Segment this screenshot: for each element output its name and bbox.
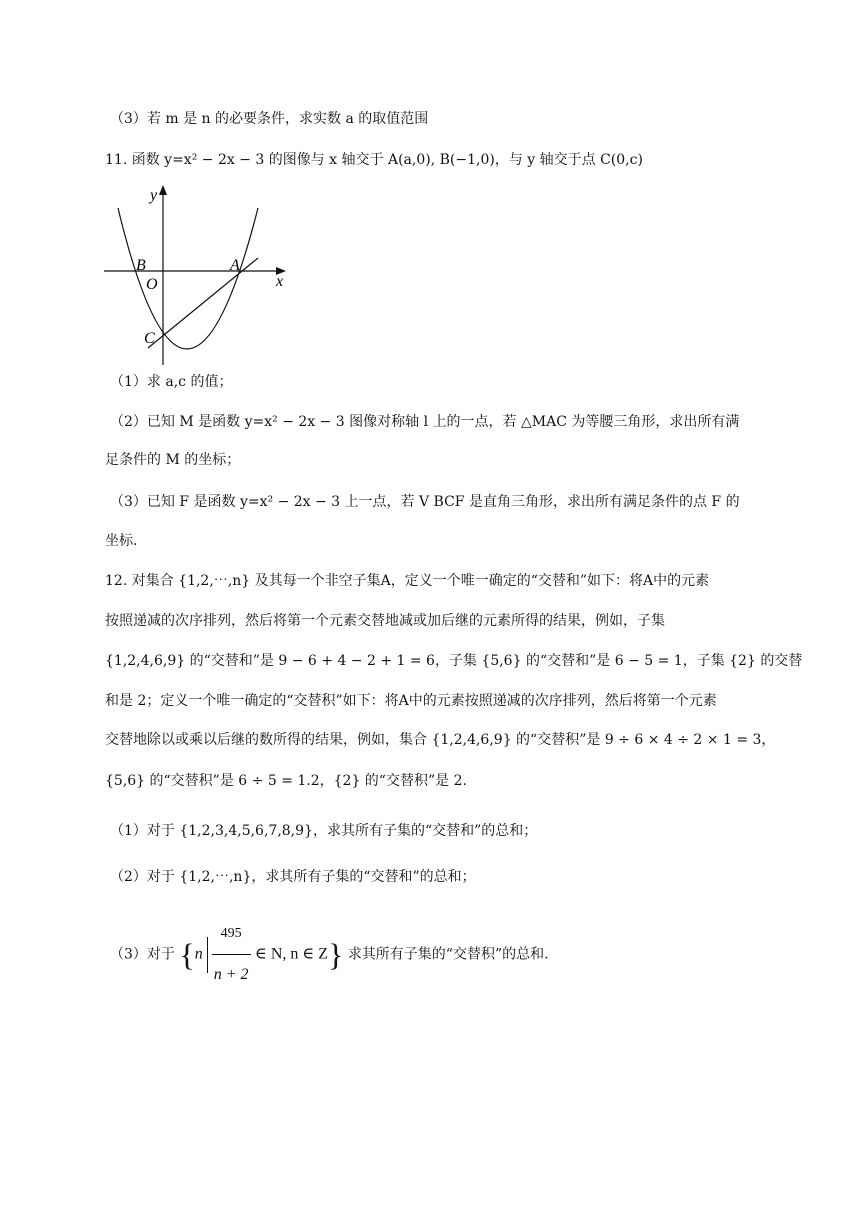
q12-line-6: {5,6} 的“交替积”是 6 ÷ 5 = 1.2，{2} 的“交替积”是 2.	[105, 773, 467, 789]
fraction-numerator: 495	[212, 914, 251, 955]
q12-part-3-suffix: 求其所有子集的“交替积”的总和.	[347, 946, 549, 963]
fraction-denominator: n + 2	[213, 966, 249, 983]
q11-part-3-line-2: 坐标.	[105, 533, 138, 549]
y-axis-label: y	[150, 187, 158, 204]
set-condition: ∈ N, n ∈ Z	[254, 945, 328, 963]
q12-part-1: （1）对于 {1,2,3,4,5,6,7,8,9}，求其所有子集的“交替和”的总和；	[110, 823, 538, 839]
fraction	[212, 914, 251, 995]
right-brace: }	[328, 936, 344, 973]
q12-line-2: 按照递减的次序排列，然后将第一个元素交替地减或加后继的元素所得的结果，例如，子集	[105, 613, 665, 629]
origin-label: O	[146, 276, 158, 293]
q12-line-4: 和是 2；定义一个唯一确定的“交替积”如下：将A中的元素按照递减的次序排列，然后将第一个元素	[105, 693, 717, 709]
q11-part-2-line-2: 足条件的 M 的坐标；	[105, 452, 241, 468]
q12-part-2: （2）对于 {1,2,⋯,n}，求其所有子集的“交替和”的总和；	[110, 869, 476, 885]
prev-question-part-3: （3）若 m 是 n 的必要条件，求实数 a 的取值范围	[110, 111, 429, 127]
point-c-label: C	[144, 330, 155, 347]
q12-line-3: {1,2,4,6,9} 的“交替和”是 9 − 6 + 4 − 2 + 1 = 6，子集 {5,6} 的“交替和”是 6 − 5 = 1，子集 {2} 的交替	[105, 653, 803, 669]
q11-part-2-line-1: （2）已知 M 是函数 y=x² − 2x − 3 图像对称轴 l 上的一点，若 △MAC 为等腰三角形，求出所有满	[110, 414, 740, 430]
q12-part-3	[110, 914, 549, 995]
q11-part-3-line-1: （3）已知 F 是函数 y=x² − 2x − 3 上一点，若 V BCF 是直角三角形，求出所有满足条件的点 F 的	[110, 494, 740, 510]
left-brace: {	[179, 936, 195, 973]
q12-part-3-prefix: （3）对于	[110, 946, 175, 963]
set-divider	[207, 937, 208, 973]
q12-line-5: 交替地除以或乘以后继的数所得的结果，例如，集合 {1,2,4,6,9} 的“交替积”是 9 ÷ 6 × 4 ÷ 2 × 1 = 3，	[105, 732, 776, 748]
point-a-label: A	[230, 257, 240, 274]
x-axis-label: x	[276, 273, 284, 290]
q11-stem: 11. 函数 y=x² − 2x − 3 的图像与 x 轴交于 A(a,0), B(−1,0)，与 y 轴交于点 C(0,c)	[105, 152, 643, 168]
set-variable: n	[194, 945, 203, 963]
parabola-graph	[100, 180, 300, 370]
q11-part-1: （1）求 a,c 的值；	[110, 374, 233, 390]
parabola-curve	[118, 208, 258, 349]
y-axis-arrow	[159, 185, 167, 195]
point-b-label: B	[136, 257, 146, 274]
q12-line-1: 12. 对集合 {1,2,⋯,n} 及其每一个非空子集A，定义一个唯一确定的“交替和”如下：将A中的元素	[105, 573, 710, 589]
